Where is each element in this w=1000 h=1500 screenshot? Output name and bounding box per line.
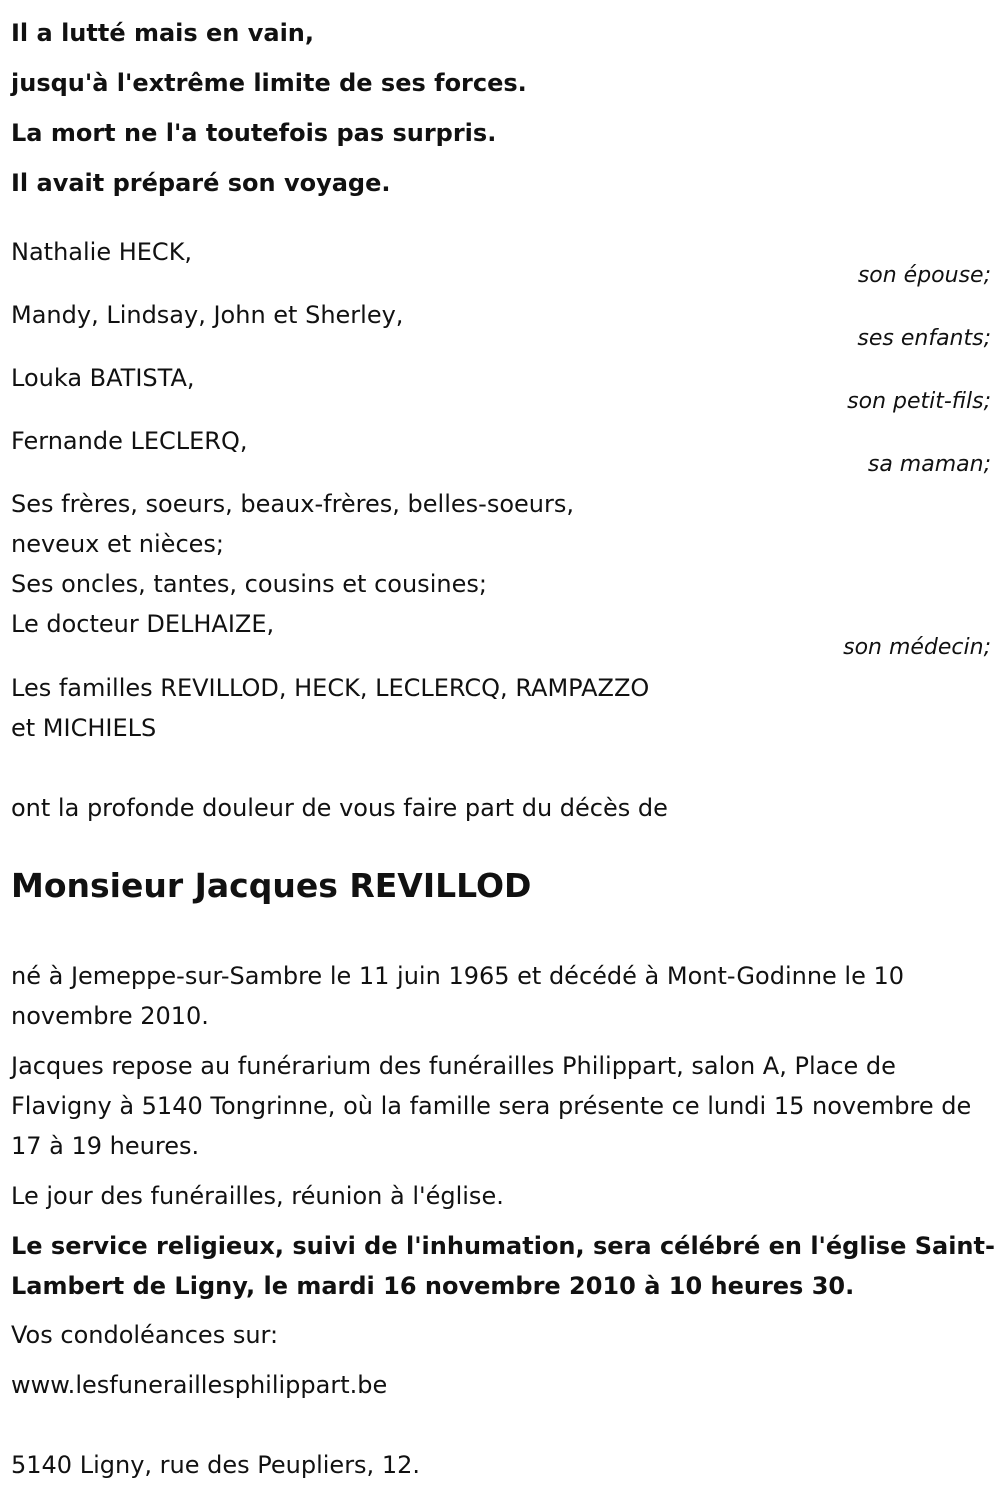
announcement-text: ont la profonde douleur de vous faire part du décès de <box>11 794 668 822</box>
relatives-line: Le docteur DELHAIZE, <box>11 610 275 638</box>
family-member-relation: sa maman; <box>867 452 991 477</box>
relatives-line: Ses oncles, tantes, cousins et cousines; <box>11 570 487 598</box>
relatives-list <box>11 484 574 644</box>
obituary-page <box>11 0 995 1500</box>
deceased-name: Monsieur Jacques REVILLOD <box>11 866 532 905</box>
website-link[interactable]: www.lesfuneraillesphilippart.be <box>11 1371 388 1399</box>
family-member-relation: son petit-fils; <box>847 389 991 414</box>
poem-line: Il avait préparé son voyage. <box>11 169 391 197</box>
gathering-text: Le jour des funérailles, réunion à l'église. <box>11 1182 504 1210</box>
relatives-line: neveux et nièces; <box>11 530 224 558</box>
relatives-line: Ses frères, soeurs, beaux-frères, belles-soeurs, <box>11 490 574 518</box>
poem-line: jusqu'à l'extrême limite de ses forces. <box>11 69 527 97</box>
family-member-relation: son épouse; <box>857 263 991 288</box>
visitation-text: Jacques repose au funérarium des funérailles Philippart, salon A, Place de Flavigny à 5140 Tongrinne, où la famille sera présente ce lundi 15 novembre de 17 à 19 heures. <box>11 1052 972 1160</box>
families-line: et MICHIELS <box>11 714 157 742</box>
poem-line: Il a lutté mais en vain, <box>11 19 315 47</box>
family-member-relation: ses enfants; <box>857 326 991 351</box>
family-member-name: Mandy, Lindsay, John et Sherley, <box>11 301 404 329</box>
opening-poem <box>11 8 527 208</box>
families-line: Les familles REVILLOD, HECK, LECLERCQ, RAMPAZZO <box>11 674 650 702</box>
address-text: 5140 Ligny, rue des Peupliers, 12. <box>11 1451 420 1479</box>
poem-line: La mort ne l'a toutefois pas surpris. <box>11 119 497 147</box>
birth-death-text: né à Jemeppe-sur-Sambre le 11 juin 1965 et décédé à Mont-Godinne le 10 novembre 2010. <box>11 962 905 1030</box>
service-text: Le service religieux, suivi de l'inhumation, sera célébré en l'église Saint-Lambert de Ligny, le mardi 16 novembre 2010 à 10 heures 30. <box>11 1232 995 1300</box>
family-member-name: Nathalie HECK, <box>11 238 193 266</box>
condolences-label: Vos condoléances sur: <box>11 1321 279 1349</box>
family-member-name: Louka BATISTA, <box>11 364 195 392</box>
family-member-name: Fernande LECLERQ, <box>11 427 248 455</box>
families-list <box>11 668 649 748</box>
doctor-relation: son médecin; <box>843 635 991 660</box>
